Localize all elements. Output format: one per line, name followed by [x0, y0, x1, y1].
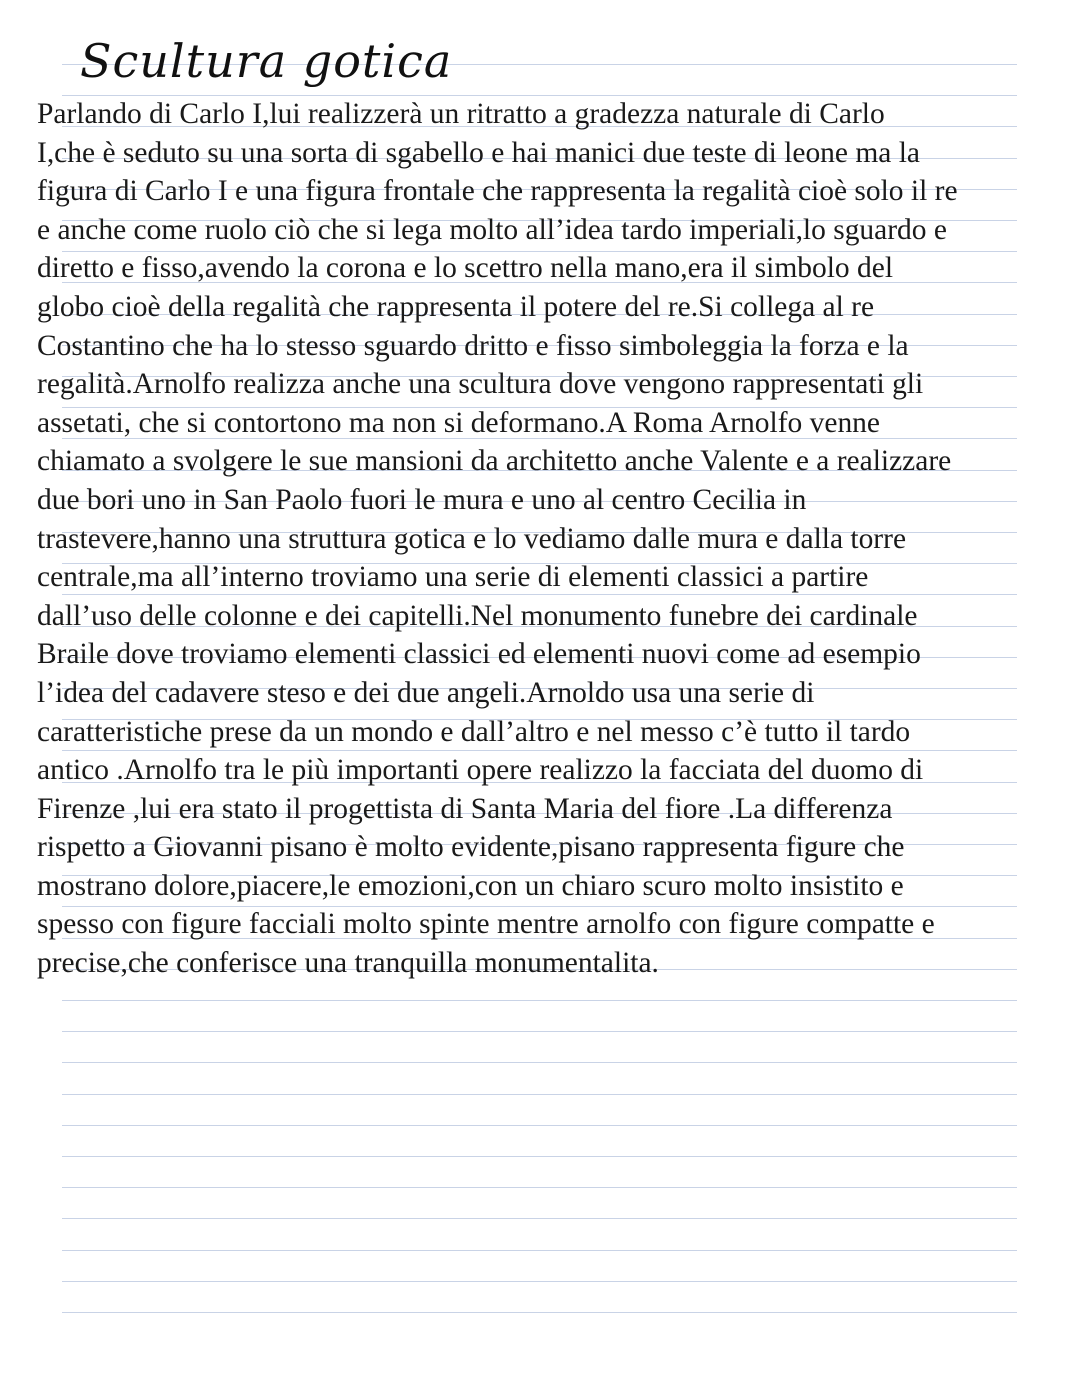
text-line: spesso con figure facciali molto spinte mentre arnolfo con figure compatte e [37, 908, 935, 941]
ruled-line [62, 1094, 1017, 1095]
text-line: globo cioè della regalità che rappresenta il potere del re.Si collega al re [37, 290, 875, 323]
text-line: assetati, che si contortono ma non si deformano.A Roma Arnolfo venne [37, 406, 881, 439]
text-line: Parlando di Carlo I,lui realizzerà un ritratto a gradezza naturale di Carlo [37, 98, 885, 130]
text-line: dall’uso delle colonne e dei capitelli.Nel monumento funebre dei cardinale [37, 599, 918, 632]
page-title: Scultura gotica [80, 34, 453, 88]
text-line: chiamato a svolgere le sue mansioni da architetto anche Valente e a realizzare [37, 445, 952, 478]
ruled-line [62, 1187, 1017, 1188]
ruled-line [62, 1062, 1017, 1063]
ruled-line [62, 1312, 1017, 1313]
text-line: regalità.Arnolfo realizza anche una scultura dove vengono rappresentati gli [37, 368, 924, 401]
text-line: caratteristiche prese da un mondo e dall’altro e nel messo c’è tutto il tardo [37, 715, 911, 748]
text-line: rispetto a Giovanni pisano è molto evidente,pisano rappresenta figure che [37, 831, 905, 864]
text-line: trastevere,hanno una struttura gotica e lo vediamo dalle mura e dalla torre [37, 522, 907, 555]
ruled-line [62, 1125, 1017, 1126]
text-line: figura di Carlo I e una figura frontale che rappresenta la regalità cioè solo il re [37, 175, 958, 208]
text-line: antico .Arnolfo tra le più importanti opere realizzo la facciata del duomo di [37, 754, 924, 787]
text-line: Costantino che ha lo stesso sguardo dritto e fisso simboleggia la forza e la [37, 329, 909, 362]
text-line: e anche come ruolo ciò che si lega molto all’idea tardo imperiali,lo sguardo e [37, 213, 947, 246]
text-line: Braile dove troviamo elementi classici ed elementi nuovi come ad esempio [37, 638, 921, 671]
ruled-line [62, 1281, 1017, 1282]
note-body [37, 95, 1077, 983]
text-line: centrale,ma all’interno troviamo una serie di elementi classici a partire [37, 561, 869, 594]
text-line: mostrano dolore,piacere,le emozioni,con un chiaro scuro molto insistito e [37, 869, 904, 902]
text-line: Firenze ,lui era stato il progettista di Santa Maria del fiore .La differenza [37, 792, 893, 825]
ruled-line [62, 1250, 1017, 1251]
text-line: due bori uno in San Paolo fuori le mura e uno al centro Cecilia in [37, 483, 807, 516]
ruled-line [62, 1156, 1017, 1157]
ruled-line [62, 1218, 1017, 1219]
ruled-line [62, 1000, 1017, 1001]
text-line: precise,che conferisce una tranquilla monumentalita. [37, 947, 659, 980]
text-line: diretto e fisso,avendo la corona e lo scettro nella mano,era il simbolo del [37, 252, 894, 285]
ruled-line [62, 1031, 1017, 1032]
text-line: I,che è seduto su una sorta di sgabello e hai manici due teste di leone ma la [37, 136, 921, 169]
text-line: l’idea del cadavere steso e dei due angeli.Arnoldo usa una serie di [37, 676, 815, 709]
